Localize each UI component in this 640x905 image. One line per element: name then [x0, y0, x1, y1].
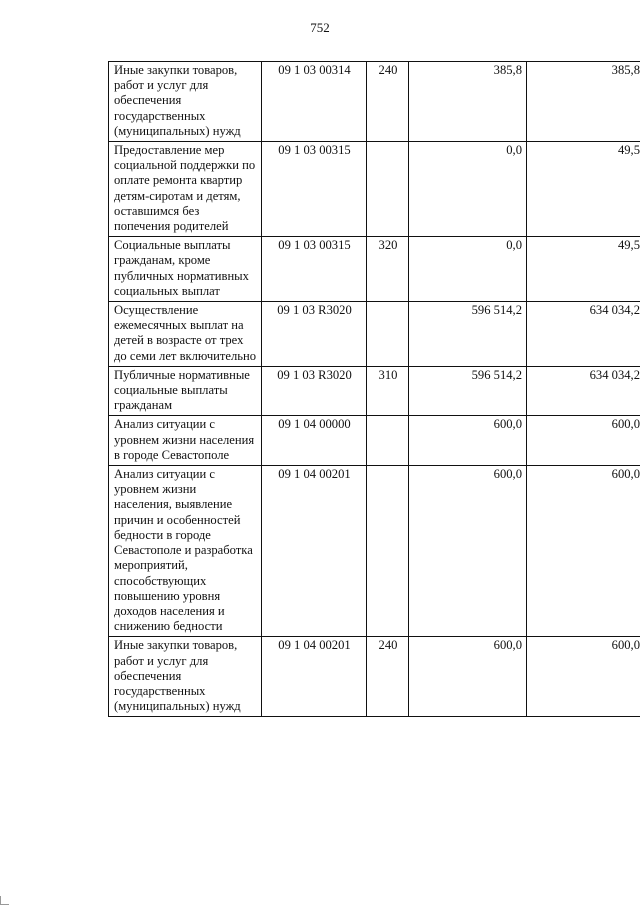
row-amount-year2-cell: 600,0 — [527, 637, 640, 717]
row-code-cell: 09 1 04 00201 — [262, 637, 367, 717]
row-name-cell: Публичные нормативные социальные выплаты гражданам — [109, 366, 262, 416]
row-name-cell: Анализ ситуации с уровнем жизни населения, выявление причин и особенностей бедности в городе Севастополе и разработка мероприятий, способствующих повышению уровня доходов населения и снижению бедности — [109, 466, 262, 637]
row-expense-type-cell — [367, 466, 409, 637]
row-expense-type-cell: 240 — [367, 62, 409, 142]
row-name-cell: Иные закупки товаров, работ и услуг для обеспечения государственных (муниципальных) нужд — [109, 637, 262, 717]
table-row — [109, 466, 640, 637]
row-code-cell: 09 1 03 R3020 — [262, 302, 367, 367]
row-amount-year1-cell: 600,0 — [409, 637, 527, 717]
table-row — [109, 62, 640, 142]
row-name-cell: Осуществление ежемесячных выплат на детей в возрасте от трех до семи лет включительно — [109, 302, 262, 367]
row-amount-year1-cell: 385,8 — [409, 62, 527, 142]
row-amount-year1-cell: 600,0 — [409, 416, 527, 466]
row-expense-type-cell — [367, 142, 409, 237]
row-amount-year1-cell: 596 514,2 — [409, 366, 527, 416]
row-amount-year2-cell: 49,5 — [527, 237, 640, 302]
row-expense-type-cell: 240 — [367, 637, 409, 717]
budget-table-body — [109, 62, 640, 717]
table-row — [109, 302, 640, 367]
row-amount-year1-cell: 600,0 — [409, 466, 527, 637]
row-amount-year2-cell: 600,0 — [527, 416, 640, 466]
table-row — [109, 237, 640, 302]
budget-table — [108, 61, 640, 717]
row-expense-type-cell — [367, 302, 409, 367]
table-row — [109, 366, 640, 416]
row-code-cell: 09 1 03 00315 — [262, 142, 367, 237]
row-amount-year2-cell: 600,0 — [527, 466, 640, 637]
row-amount-year2-cell: 49,5 — [527, 142, 640, 237]
table-row — [109, 637, 640, 717]
row-code-cell: 09 1 03 R3020 — [262, 366, 367, 416]
table-row — [109, 416, 640, 466]
page-number: 752 — [310, 20, 330, 35]
row-name-cell: Иные закупки товаров, работ и услуг для обеспечения государственных (муниципальных) нужд — [109, 62, 262, 142]
row-amount-year2-cell: 634 034,2 — [527, 366, 640, 416]
row-expense-type-cell: 310 — [367, 366, 409, 416]
row-code-cell: 09 1 04 00201 — [262, 466, 367, 637]
row-name-cell: Анализ ситуации с уровнем жизни населения в городе Севастополе — [109, 416, 262, 466]
row-expense-type-cell — [367, 416, 409, 466]
row-code-cell: 09 1 03 00315 — [262, 237, 367, 302]
row-amount-year1-cell: 0,0 — [409, 237, 527, 302]
row-expense-type-cell: 320 — [367, 237, 409, 302]
row-code-cell: 09 1 03 00314 — [262, 62, 367, 142]
row-amount-year2-cell: 634 034,2 — [527, 302, 640, 367]
row-amount-year1-cell: 596 514,2 — [409, 302, 527, 367]
row-name-cell: Предоставление мер социальной поддержки по оплате ремонта квартир детям-сиротам и детям, оставшимся без попечения родителей — [109, 142, 262, 237]
scan-corner-mark — [0, 896, 9, 905]
row-amount-year2-cell: 385,8 — [527, 62, 640, 142]
table-row — [109, 142, 640, 237]
row-code-cell: 09 1 04 00000 — [262, 416, 367, 466]
row-amount-year1-cell: 0,0 — [409, 142, 527, 237]
row-name-cell: Социальные выплаты гражданам, кроме публичных нормативных социальных выплат — [109, 237, 262, 302]
